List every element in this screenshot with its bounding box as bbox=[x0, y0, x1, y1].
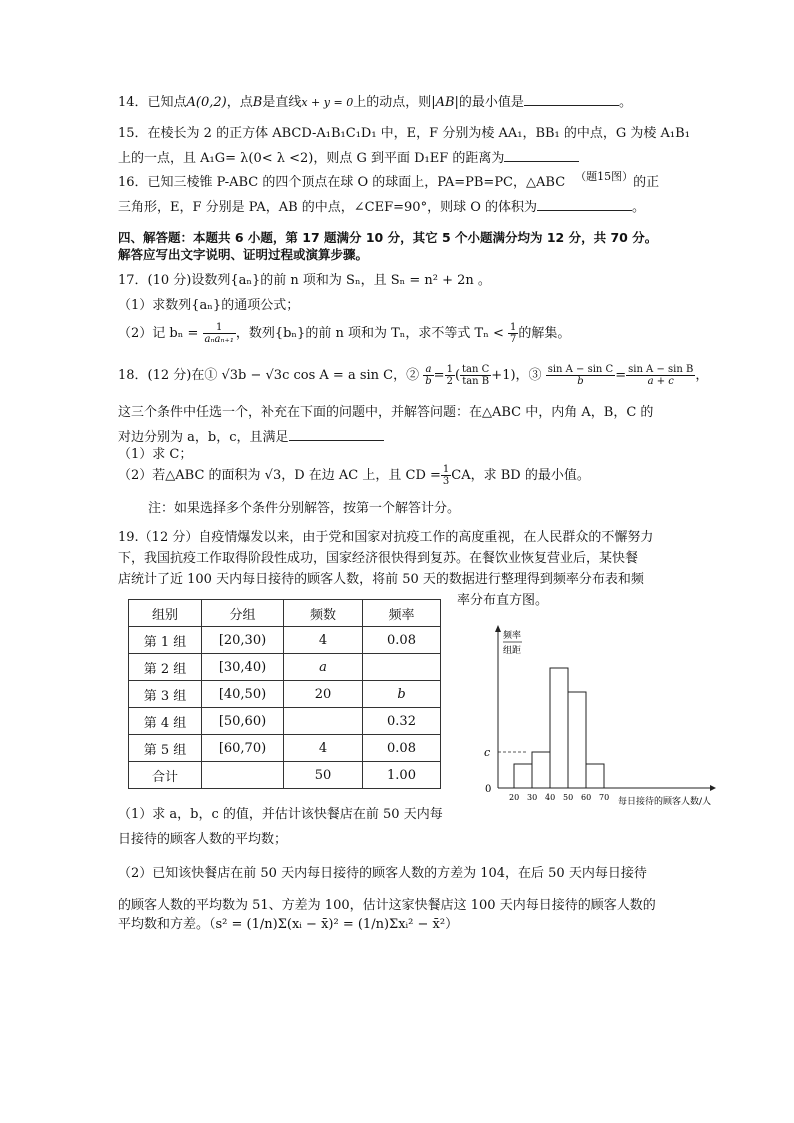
frequency-histogram bbox=[470, 622, 720, 812]
histogram-bar bbox=[514, 764, 532, 788]
q19-line3: 店统计了近 100 天内每日接待的顾客人数，将前 50 天的数据进行整理得到频率分布表和频 bbox=[118, 572, 644, 587]
x-tick-label: 70 bbox=[599, 793, 610, 802]
q18-line3: 对边分别为 a，b，c，且满足 bbox=[118, 428, 384, 447]
table-header: 分组 bbox=[202, 600, 284, 627]
q16-line2: 三角形，E，F 分别是 PA，AB 的中点，∠CEF=90°，则球 O 的体积为 。 bbox=[118, 200, 646, 215]
frequency-table bbox=[128, 599, 441, 789]
q18-line2: 这三个条件中任选一个，补充在下面的问题中，并解答问题：在△ABC 中，内角 A，B，C 的 bbox=[118, 405, 654, 420]
q18-note: 注：如果选择多个条件分别解答，按第一个解答计分。 bbox=[148, 501, 461, 516]
table-header: 组别 bbox=[129, 600, 202, 627]
table-row: 合计 50 1.00 bbox=[129, 762, 441, 789]
q17-sub2: （2）记 bₙ = $\frac{1}{\text{aₙaₙ₊₁}}$ ，数列{bₙ}的前 n 项和为 Tₙ，求不等式 Tₙ < $\frac{1}{7}$ 的解集。 bbox=[118, 322, 571, 345]
histogram-bar bbox=[586, 764, 604, 788]
q18-line1: 18．(12 分)在① √3b − √3c cos A = a sin C，② $\frac{a}{b}$ = $\frac{1}{2}$ ( $\frac{\text{tan C}}{\text{tan B}}$ +1)，③ $\frac{\text{sin A − sin C}}{b}$ = $\frac{\text{sin A − sin B}}{a + c}$ ， bbox=[118, 364, 709, 387]
q19-line1: 19.（12 分）自疫情爆发以来，由于党和国家对抗疫工作的高度重视，在人民群众的不懈努力 bbox=[118, 530, 654, 545]
q16-line1: 16．已知三棱锥 P-ABC 的四个顶点在球 O 的球面上，PA=PB=PC，△ABC $^{(题15图)}$的正 bbox=[118, 170, 660, 190]
y-label-bottom: 组距 bbox=[503, 646, 522, 656]
fraction: $\frac{1}{7}$ bbox=[510, 322, 517, 345]
q19-line4: 率分布直方图。 bbox=[457, 593, 549, 608]
q15-line1: 15．在棱长为 2 的正方体 ABCD-A₁B₁C₁D₁ 中，E，F 分别为棱 AA₁，BB₁ 的中点，G 为棱 A₁B₁ bbox=[118, 126, 690, 141]
c-label: c bbox=[484, 746, 491, 759]
table-header: 频率 bbox=[363, 600, 441, 627]
y-axis-arrow bbox=[495, 625, 501, 632]
histogram-bar bbox=[532, 752, 550, 788]
table-row: 第 1 组 [20,30) 4 0.08 bbox=[129, 627, 441, 654]
answer-blank[interactable] bbox=[289, 428, 384, 441]
x-tick-label: 20 bbox=[509, 793, 520, 802]
x-axis-label: 每日接待的顾客人数/人 bbox=[618, 797, 712, 807]
q19-sub2b: 的顾客人数的平均数为 51、方差为 100，估计这家快餐店这 100 天内每日接待的顾客人数的 bbox=[118, 898, 656, 913]
q17-line1: 17．(10 分)设数列{aₙ}的前 n 项和为 Sₙ，且 Sₙ = n² + 2n 。 bbox=[118, 273, 491, 288]
table-row: 第 3 组 [40,50) 20 b bbox=[129, 681, 441, 708]
table-row: 第 5 组 [60,70) 4 0.08 bbox=[129, 735, 441, 762]
q19-sub2c: 平均数和方差。（s² = (1/n)Σ(xᵢ − x̄)² = (1/n)Σxᵢ² − x̄²） bbox=[118, 917, 459, 932]
q19-line2: 下，我国抗疫工作取得阶段性成功，国家经济很快得到复苏。在餐饮业恢复营业后，某快餐 bbox=[118, 551, 639, 566]
table-header-row bbox=[129, 600, 441, 627]
q15-line2: 上的一点，且 A₁G= λ(0< λ <2)，则点 G 到平面 D₁EF 的距离为 bbox=[118, 149, 579, 168]
q19-sub2a: （2）已知该快餐店在前 50 天内每日接待的顾客人数的方差为 104，在后 50 天内每日接待 bbox=[118, 866, 647, 881]
y-label-top: 频率 bbox=[503, 631, 522, 641]
x-axis-arrow bbox=[710, 785, 716, 791]
q18-sub1: （1）求 C； bbox=[118, 447, 193, 462]
origin-label: 0 bbox=[485, 784, 492, 795]
q19-sub1a: （1）求 a，b，c 的值，并估计该快餐店在前 50 天内每 bbox=[118, 807, 443, 822]
section4-heading-line2: 解答应写出文字说明、证明过程或演算步骤。 bbox=[118, 247, 369, 262]
answer-blank[interactable] bbox=[524, 93, 619, 106]
histogram-bar bbox=[550, 668, 568, 788]
x-tick-label: 50 bbox=[563, 793, 574, 802]
x-tick-label: 60 bbox=[581, 793, 592, 802]
answer-blank[interactable] bbox=[537, 198, 632, 211]
table-header: 频数 bbox=[284, 600, 363, 627]
answer-blank[interactable] bbox=[504, 149, 579, 162]
x-tick-label: 40 bbox=[545, 793, 556, 802]
histogram-bar bbox=[568, 692, 586, 788]
table-row: 第 2 组 [30,40) a bbox=[129, 654, 441, 681]
fraction: $\frac{1}{\text{aₙaₙ₊₁}}$ bbox=[204, 322, 234, 345]
x-tick-label: 30 bbox=[527, 793, 538, 802]
q17-sub1: （1）求数列{aₙ}的通项公式； bbox=[118, 298, 300, 313]
section4-heading-line1: 四、解答题：本题共 6 小题，第 17 题满分 10 分，其它 5 个小题满分均为 12 分，共 70 分。 bbox=[118, 230, 658, 245]
q19-sub1b: 日接待的顾客人数的平均数； bbox=[118, 832, 288, 847]
q14-line: 14．已知点A(0,2)，点B是直线x + y = 0上的动点，则|AB|的最小值是 。 bbox=[118, 95, 632, 110]
table-row: 第 4 组 [50,60) 0.32 bbox=[129, 708, 441, 735]
q18-sub2: （2）若△ABC 的面积为 √3，D 在边 AC 上，且 CD = $\frac{1}{3}$ CA，求 BD 的最小值。 bbox=[118, 464, 590, 487]
